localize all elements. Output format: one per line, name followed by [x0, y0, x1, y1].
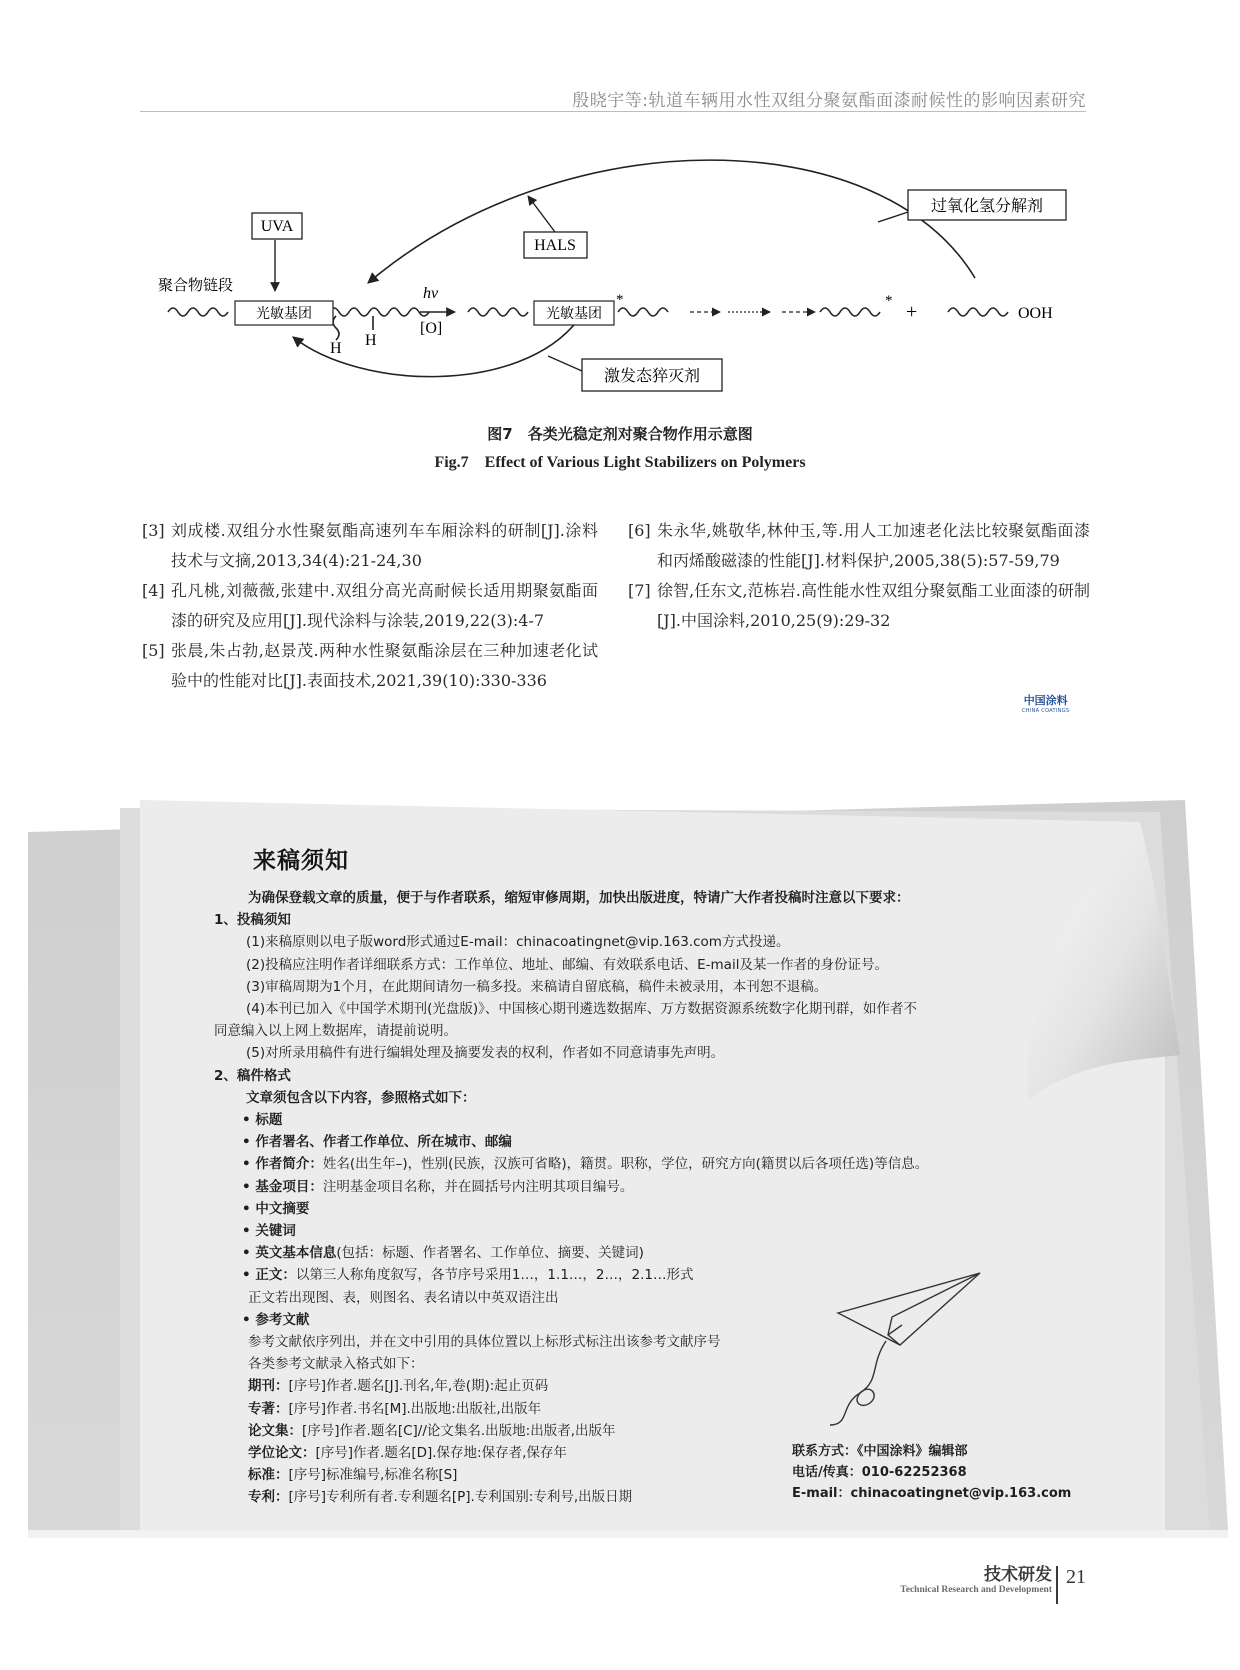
ooh-label: OOH [1018, 305, 1053, 322]
hv-label: hv [423, 285, 439, 302]
reference-number: [7] [628, 581, 651, 600]
reference-text: 徐智,任东文,范栋岩.高性能水性双组分聚氨酯工业面漆的研制[J].中国涂料,2010,25(9):29-32 [657, 581, 1090, 630]
references-left [142, 516, 598, 696]
reference-item [142, 576, 598, 636]
submission-rule-1: (1)来稿原则以电子版word形式通过E-mail：chinacoatingnet@vip.163.com方式投递。 [246, 934, 790, 951]
ref-format-book-text: [序号]作者.书名[M].出版地:出版社,出版年 [288, 1400, 542, 1417]
reference-item [142, 636, 598, 696]
format-body-label: • 正文： [242, 1267, 296, 1284]
ref-format-patent-text: [序号]专利所有者.专利题名[P].专利国别:专利号,出版日期 [288, 1489, 633, 1506]
contact-email: E-mail：chinacoatingnet@vip.163.com [792, 1486, 1072, 1501]
h-label-1: H [330, 340, 342, 357]
reference-item [628, 516, 1090, 576]
format-author: • 作者署名、作者工作单位、所在城市、邮编 [242, 1134, 512, 1151]
reference-item [142, 516, 598, 576]
format-bio [214, 1153, 1044, 1175]
references-note-2: 各类参考文献录入格式如下： [248, 1356, 424, 1373]
ref-format-collection-text: [序号]作者.题名[C]//论文集名.出版地:出版者,出版年 [302, 1422, 616, 1439]
hals-label: HALS [534, 237, 576, 254]
contact-phone: 电话/传真：010-62252368 [792, 1465, 967, 1480]
paper-plane-icon [830, 1265, 1000, 1430]
ref-format-thesis-text: [序号]作者.题名[D].保存地:保存者,保存年 [315, 1445, 567, 1462]
plus-sign: + [906, 301, 918, 323]
section-1-heading: 1、投稿须知 [214, 912, 291, 929]
submission-rule-4: (4)本刊已加入《中国学术期刊(光盘版)》、中国核心期刊遴选数据库、万方数据资源系统数字化期刊群，如作者不 [246, 1001, 917, 1018]
ref-format-thesis-label: 学位论文： [248, 1445, 316, 1462]
reference-text: 张晨,朱占勃,赵景茂.两种水性聚氨酯涂层在三种加速老化试验中的性能对比[J].表面技术,2021,39(10):330-336 [171, 641, 598, 690]
reference-item [628, 576, 1090, 636]
contact-info [792, 1441, 1071, 1504]
chain-label: 聚合物链段 [158, 276, 234, 294]
reference-text: 刘成楼.双组分水性聚氨酯高速列车车厢涂料的研制[J].涂料技术与文摘,2013,34(4):21-24,30 [171, 521, 598, 570]
references-right [628, 516, 1090, 636]
notice-intro: 为确保登载文章的质量，便于与作者联系，缩短审修周期，加快出版进度，特请广大作者投稿时注意以下要求： [248, 890, 910, 906]
h-label-2: H [365, 332, 377, 349]
header-rule [140, 111, 1086, 112]
light-stabilizer-diagram [140, 150, 1100, 410]
logo-en: CHINA COATINGS [1022, 708, 1070, 714]
hals-arrow [528, 196, 555, 232]
quencher-pointer [548, 356, 582, 371]
ref-format-collection-label: 论文集： [248, 1422, 302, 1439]
format-english-label: • 英文基本信息 [242, 1245, 337, 1262]
excited-star-1: * [616, 292, 624, 308]
format-fund-text: 注明基金项目名称，并在圆括号内注明其项目编号。 [322, 1178, 634, 1195]
format-abstract: • 中文摘要 [242, 1200, 310, 1217]
ref-format-book-label: 专著： [248, 1400, 289, 1417]
oxygen-label: [O] [420, 320, 443, 337]
logo-cn: 中国涂料 [1023, 694, 1068, 707]
ref-format-standard-label: 标准： [248, 1467, 289, 1484]
peroxide-arrow [878, 212, 908, 222]
format-keywords: • 关键词 [242, 1223, 296, 1240]
figure-caption-cn: 图7 各类光稳定剂对聚合物作用示意图 [487, 425, 753, 443]
format-english-text: (包括：标题、作者署名、工作单位、摘要、关键词) [336, 1245, 644, 1262]
format-body-text: 以第三人称角度叙写，各节序号采用1…，1.1…，2…，2.1…形式 [295, 1267, 694, 1284]
running-header: 殷晓宇等:轨道车辆用水性双组分聚氨酯面漆耐候性的影响因素研究 [572, 91, 1086, 111]
format-intro: 文章须包含以下内容，参照格式如下： [246, 1089, 476, 1106]
reference-number: [6] [628, 521, 651, 540]
reference-text: 朱永华,姚敬华,林仲玉,等.用人工加速老化法比较聚氨酯面漆和丙烯酸磁漆的性能[J].材料保护,2005,38(5):57-59,79 [657, 521, 1090, 570]
figure-caption-en: Fig.7 Effect of Various Light Stabilizers on Polymers [434, 454, 806, 471]
submission-rule-3: (3)审稿周期为1个月，在此期间请勿一稿多投。来稿请自留底稿，稿件未被录用，本刊恕不退稿。 [246, 978, 828, 995]
ref-format-standard-text: [序号]标准编号,标准名称[S] [288, 1467, 458, 1484]
submission-rule-5: (5)对所录用稿件有进行编辑处理及摘要发表的权利，作者如不同意请事先声明。 [246, 1045, 725, 1062]
page-number: 21 [1066, 1566, 1086, 1588]
format-fund [214, 1176, 1044, 1198]
uva-label: UVA [260, 218, 294, 235]
group2-label: 光敏基团 [546, 306, 602, 322]
reference-number: [4] [142, 581, 165, 600]
peroxide-label: 过氧化氢分解剂 [930, 196, 1044, 215]
footer-divider [1056, 1566, 1058, 1604]
references-note-1: 参考文献依序列出，并在文中引用的具体位置以上标形式标注出该参考文献序号 [248, 1334, 721, 1351]
notice-title: 来稿须知 [253, 848, 349, 874]
ref-format-patent-label: 专利： [248, 1489, 289, 1506]
footer-section-en: Technical Research and Development [900, 1585, 1052, 1595]
format-bio-text: 姓名(出生年–)，性别(民族，汉族可省略)，籍贯。职称，学位，研究方向(籍贯以后各项任选)等信息。 [322, 1156, 929, 1173]
footer-section-cn: 技术研发 [984, 1565, 1052, 1585]
format-bio-label: • 作者简介： [242, 1156, 323, 1173]
contact-editorial: 联系方式：《中国涂料》编辑部 [792, 1444, 968, 1459]
footer-section [900, 1560, 1052, 1595]
excited-star-2: * [885, 293, 893, 309]
china-coatings-logo [1022, 692, 1069, 714]
format-english-info [214, 1242, 1044, 1264]
format-references: • 参考文献 [242, 1311, 310, 1328]
reference-number: [3] [142, 521, 165, 540]
format-fund-label: • 基金项目： [242, 1178, 323, 1195]
quencher-label: 激发态猝灭剂 [603, 366, 701, 385]
group1-label: 光敏基团 [256, 306, 312, 322]
reference-text: 孔凡桃,刘薇薇,张建中.双组分高光高耐候长适用期聚氨酯面漆的研究及应用[J].现代涂料与涂装,2019,22(3):4-7 [171, 581, 598, 630]
format-title: • 标题 [242, 1112, 283, 1129]
ref-format-journal-text: [序号]作者.题名[J].刊名,年,卷(期):起止页码 [288, 1378, 549, 1395]
ref-format-journal-label: 期刊： [248, 1378, 289, 1395]
reference-number: [5] [142, 641, 165, 660]
format-body-note: 正文若出现图、表，则图名、表名请以中英双语注出 [248, 1289, 559, 1306]
peroxide-arc [368, 160, 975, 283]
submission-rule-4-cont: 同意编入以上网上数据库，请提前说明。 [214, 1023, 457, 1040]
submission-rule-2: (2)投稿应注明作者详细联系方式：工作单位、地址、邮编、有效联系电话、E-mail及某一作者的身份证号。 [246, 956, 888, 973]
section-2-heading: 2、稿件格式 [214, 1067, 291, 1084]
